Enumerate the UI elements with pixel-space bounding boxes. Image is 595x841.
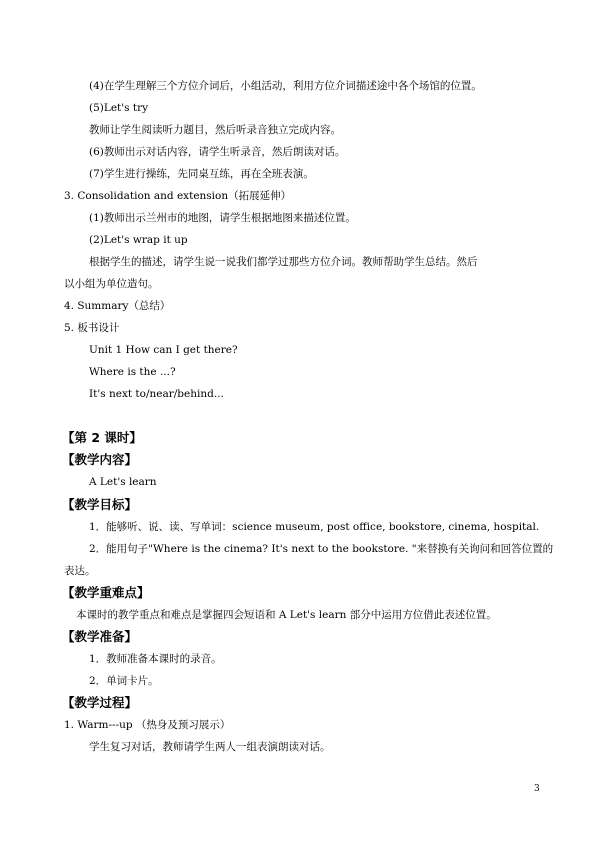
objective-2-cont: 表达。 <box>64 565 96 577</box>
step-5-text: 教师让学生阅读听力题目，然后听录音独立完成内容。 <box>89 124 341 136</box>
section-3-heading: 3. Consolidation and extension（拓展延伸） <box>64 190 292 202</box>
step-4-text: (4)在学生理解三个方位介词后，小组活动，利用方位介词描述途中各个场馆的位置。 <box>89 80 482 92</box>
objectives-heading: 【教学目标】 <box>62 497 138 512</box>
step-5-heading: (5)Let's try <box>89 102 149 114</box>
warm-up-text: 学生复习对话，教师请学生两人一组表演朗读对话。 <box>89 741 331 753</box>
ext-step-1-text: (1)教师出示兰州市的地图，请学生根据地图来描述位置。 <box>89 212 356 224</box>
preparation-1: 1．教师准备本课时的录音。 <box>89 653 222 665</box>
section-4-heading: 4. Summary（总结） <box>64 300 171 312</box>
objective-2: 2．能用句子"Where is the cinema? It's next to the bookstore. "来替换有关询问和回答位置的 <box>89 543 554 555</box>
objective-1: 1．能够听、说、读、写单词：science museum, post office, bookstore, cinema, hospital. <box>89 521 540 533</box>
preparation-heading: 【教学准备】 <box>62 629 138 644</box>
key-points-heading: 【教学重难点】 <box>62 585 150 600</box>
ext-step-2-text-cont: 以小组为单位造句。 <box>64 278 159 290</box>
ext-step-2-heading: (2)Let's wrap it up <box>89 234 188 246</box>
warm-up-heading: 1. Warm---up （热身及预习展示） <box>64 719 231 731</box>
content-text: A Let's learn <box>89 476 157 488</box>
content-heading: 【教学内容】 <box>62 452 138 467</box>
board-line-1: Unit 1 How can I get there? <box>89 344 238 356</box>
page-number: 3 <box>534 784 540 794</box>
section-5-heading: 5. 板书设计 <box>64 322 120 334</box>
board-line-2: Where is the ...? <box>89 366 176 378</box>
process-heading: 【教学过程】 <box>62 695 138 710</box>
lesson-2-heading: 【第 2 课时】 <box>62 430 142 445</box>
board-line-3: It's next to/near/behind... <box>89 388 224 400</box>
key-points-text: 本课时的教学重点和难点是掌握四会短语和 A Let's learn 部分中运用方位借此表述位置。 <box>76 609 497 621</box>
step-6-text: (6)教师出示对话内容，请学生听录音，然后朗读对话。 <box>89 146 346 158</box>
step-7-text: (7)学生进行操练，先同桌互练，再在全班表演。 <box>89 168 314 180</box>
ext-step-2-text: 根据学生的描述，请学生说一说我们都学过那些方位介词。教师帮助学生总结。然后 <box>89 256 478 268</box>
preparation-2: 2．单词卡片。 <box>89 675 159 687</box>
